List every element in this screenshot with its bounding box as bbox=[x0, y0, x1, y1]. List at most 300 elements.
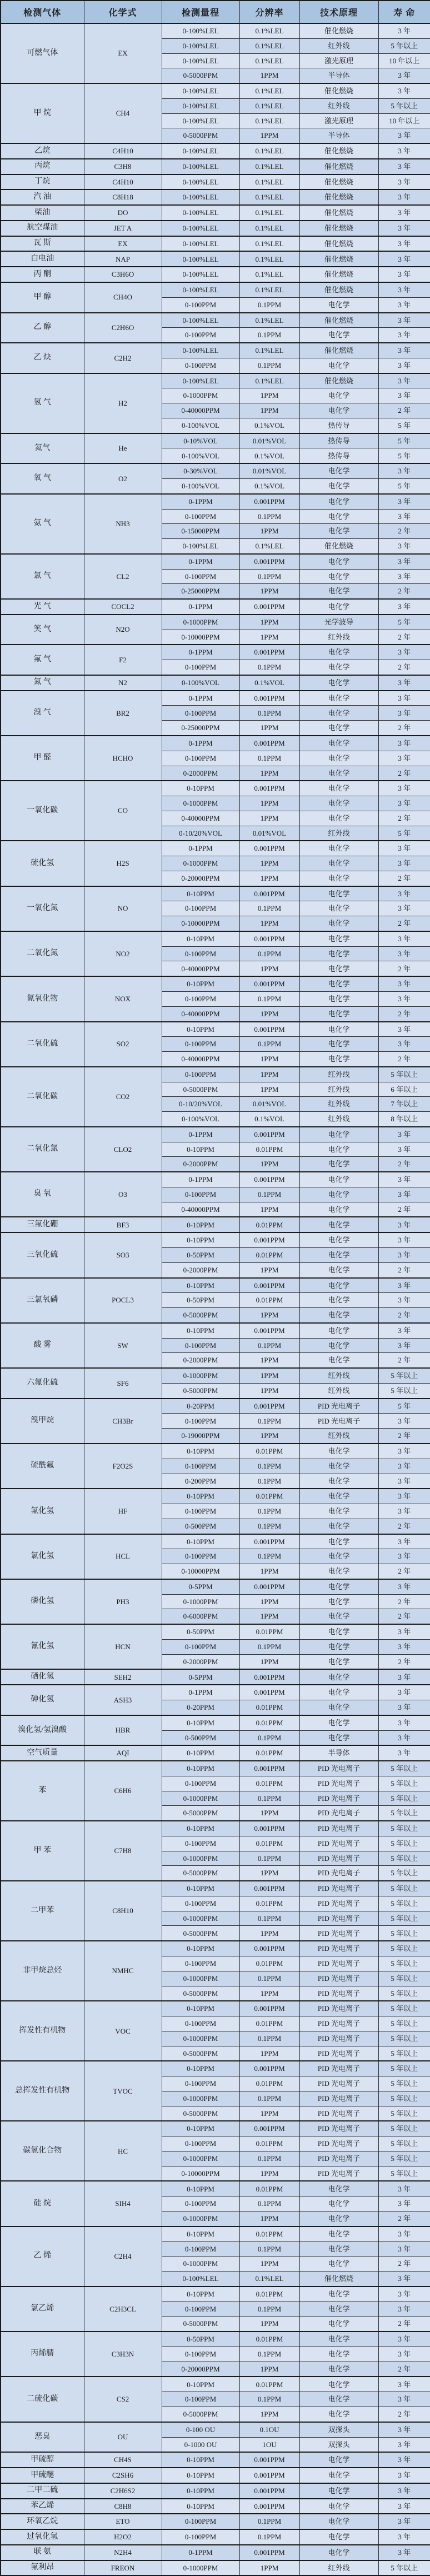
principle-cell: 电化学 bbox=[299, 2257, 378, 2272]
range-cell: 0-1000PPM bbox=[162, 388, 239, 403]
range-cell: 0-100%LEL bbox=[162, 282, 239, 297]
life-cell: 3 年 bbox=[378, 236, 430, 252]
range-cell: 0-100%LEL bbox=[162, 53, 239, 68]
table-row bbox=[1, 2121, 430, 2136]
principle-cell: 激光原理 bbox=[299, 113, 378, 128]
gas-cell: 瓦 斯 bbox=[1, 236, 84, 252]
principle-cell: 电化学 bbox=[299, 2392, 378, 2407]
formula-cell: C2H6O bbox=[84, 313, 162, 343]
gas-cell: 溴化氢/氢溴酸 bbox=[1, 1715, 84, 1746]
principle-cell: 电化学 bbox=[299, 494, 378, 509]
life-cell: 5 年以上 bbox=[378, 1368, 430, 1383]
range-cell: 0-100PPM bbox=[162, 2347, 239, 2362]
gas-cell: 氮氧化物 bbox=[1, 976, 84, 1021]
resolution-cell: 0.1PPM bbox=[239, 569, 299, 584]
table-row bbox=[1, 282, 430, 297]
resolution-cell: 0.001PPM bbox=[239, 1172, 299, 1187]
resolution-cell: 0.1PPM bbox=[239, 2302, 299, 2317]
life-cell: 3 年 bbox=[378, 736, 430, 751]
gas-cell: 硫化氢 bbox=[1, 841, 84, 886]
life-cell: 3 年 bbox=[378, 796, 430, 811]
resolution-cell: 0.1%LEL bbox=[239, 174, 299, 190]
principle-cell: 电化学 bbox=[299, 1248, 378, 1263]
life-cell: 3 年 bbox=[378, 856, 430, 871]
resolution-cell: 0.001PPM bbox=[239, 2468, 299, 2483]
principle-cell: 电化学 bbox=[299, 2529, 378, 2545]
principle-cell: 催化燃烧 bbox=[299, 174, 378, 190]
range-cell: 0-100PPM bbox=[162, 358, 239, 373]
resolution-cell: 0.01PPM bbox=[239, 2076, 299, 2091]
resolution-cell: 0.1PPM bbox=[239, 358, 299, 373]
resolution-cell: 0.1PPM bbox=[239, 2514, 299, 2529]
life-cell: 5 年以上 bbox=[378, 1911, 430, 1926]
gas-cell: 氦气 bbox=[1, 433, 84, 464]
life-cell: 2 年 bbox=[378, 2211, 430, 2226]
formula-cell: C8H8 bbox=[84, 2499, 162, 2514]
life-cell: 3 年 bbox=[378, 2499, 430, 2514]
principle-cell: 电化学 bbox=[299, 916, 378, 931]
principle-cell: 催化燃烧 bbox=[299, 236, 378, 252]
life-cell: 3 年 bbox=[378, 931, 430, 946]
range-cell: 0-100PPM bbox=[162, 2136, 239, 2151]
range-cell: 0-100%LEL bbox=[162, 313, 239, 328]
life-cell: 5 年以上 bbox=[378, 38, 430, 53]
resolution-cell: 0.001PPM bbox=[239, 1534, 299, 1549]
life-cell: 3 年 bbox=[378, 297, 430, 312]
life-cell: 3 年 bbox=[378, 189, 430, 205]
table-row bbox=[1, 2483, 430, 2499]
table-row bbox=[1, 931, 430, 946]
range-cell: 0-5000PPM bbox=[162, 1806, 239, 1821]
life-cell: 3 年 bbox=[378, 221, 430, 236]
life-cell: 5 年以上 bbox=[378, 1806, 430, 1821]
gas-cell: 三氯氧磷 bbox=[1, 1278, 84, 1323]
resolution-cell: 0.1PPM bbox=[239, 2347, 299, 2362]
resolution-cell: 0.001PPM bbox=[239, 1821, 299, 1836]
principle-cell: 电化学 bbox=[299, 1564, 378, 1579]
life-cell: 5 年以上 bbox=[378, 1881, 430, 1896]
life-cell: 2 年 bbox=[378, 2317, 430, 2332]
gas-cell: 甲硫醇 bbox=[1, 2452, 84, 2468]
life-cell: 3 年 bbox=[378, 373, 430, 388]
gas-cell: 可燃气体 bbox=[1, 23, 84, 83]
resolution-cell: 0.1PPM bbox=[239, 1459, 299, 1474]
table-row bbox=[1, 1127, 430, 1142]
principle-cell: 电化学 bbox=[299, 871, 378, 886]
principle-cell: 电化学 bbox=[299, 645, 378, 660]
life-cell: 3 年 bbox=[378, 2437, 430, 2452]
life-cell: 2 年 bbox=[378, 630, 430, 645]
resolution-cell: 1PPM bbox=[239, 128, 299, 143]
table-row bbox=[1, 976, 430, 991]
principle-cell: 电化学 bbox=[299, 1639, 378, 1654]
range-cell: 0-100 OU bbox=[162, 2422, 239, 2437]
principle-cell: PID 光电离子 bbox=[299, 2136, 378, 2151]
resolution-cell: 0.1PPM bbox=[239, 328, 299, 343]
range-cell: 0-40000PPM bbox=[162, 811, 239, 826]
resolution-cell: 0.001PPM bbox=[239, 976, 299, 991]
table-row bbox=[1, 841, 430, 856]
table-row bbox=[1, 373, 430, 388]
resolution-cell: 1PPM bbox=[239, 796, 299, 811]
range-cell: 0-5PPM bbox=[162, 1669, 239, 1685]
gas-cell: 一氧化碳 bbox=[1, 781, 84, 841]
life-cell: 2 年 bbox=[378, 1654, 430, 1669]
resolution-cell: 0.1PPM bbox=[239, 2031, 299, 2046]
gas-cell: 硒化氢 bbox=[1, 1669, 84, 1685]
range-cell: 0-10PPM bbox=[162, 1217, 239, 1232]
table-row bbox=[1, 313, 430, 328]
principle-cell: 电化学 bbox=[299, 721, 378, 736]
life-cell: 3 年 bbox=[378, 1293, 430, 1308]
life-cell: 3 年 bbox=[378, 1534, 430, 1549]
principle-cell: 电化学 bbox=[299, 1353, 378, 1368]
resolution-cell: 1PPM bbox=[239, 1926, 299, 1941]
principle-cell: 电化学 bbox=[299, 1323, 378, 1338]
range-cell: 0-100%LEL bbox=[162, 2272, 239, 2287]
table-row bbox=[1, 83, 430, 98]
gas-cell: 氯化氢 bbox=[1, 1534, 84, 1579]
life-cell: 2 年 bbox=[378, 1353, 430, 1368]
life-cell: 3 年 bbox=[378, 313, 430, 328]
formula-cell: POCL3 bbox=[84, 1278, 162, 1323]
range-cell: 0-10PPM bbox=[162, 1323, 239, 1338]
resolution-cell: 0.1PPM bbox=[239, 2392, 299, 2407]
principle-cell: 电化学 bbox=[299, 691, 378, 706]
principle-cell: 电化学 bbox=[299, 886, 378, 901]
range-cell: 0-100PPM bbox=[162, 1067, 239, 1082]
principle-cell: PID 光电离子 bbox=[299, 1776, 378, 1791]
gas-cell: 氟 气 bbox=[1, 645, 84, 675]
resolution-cell: 1PPM bbox=[239, 524, 299, 539]
principle-cell: 热传导 bbox=[299, 448, 378, 463]
resolution-cell: 0.001PPM bbox=[239, 841, 299, 856]
life-cell: 3 年 bbox=[378, 1700, 430, 1715]
range-cell: 0-50PPM bbox=[162, 2332, 239, 2347]
formula-cell: CO2 bbox=[84, 1067, 162, 1127]
gas-cell: 乙 醇 bbox=[1, 313, 84, 343]
resolution-cell: 0.001PPM bbox=[239, 736, 299, 751]
resolution-cell: 0.01PPM bbox=[239, 1142, 299, 1157]
range-cell: 0-100%LEL bbox=[162, 539, 239, 554]
resolution-cell: 0.01PPM bbox=[239, 1217, 299, 1232]
range-cell: 0-20000PPM bbox=[162, 2362, 239, 2377]
range-cell: 0-6000PPM bbox=[162, 1609, 239, 1624]
life-cell: 3 年 bbox=[378, 2483, 430, 2499]
life-cell: 2 年 bbox=[378, 2257, 430, 2272]
range-cell: 0-5000PPM bbox=[162, 1926, 239, 1941]
resolution-cell: 1OU bbox=[239, 2437, 299, 2452]
range-cell: 0-100PPM bbox=[162, 1896, 239, 1911]
range-cell: 0-10PPM bbox=[162, 2061, 239, 2076]
gas-cell: 联 氨 bbox=[1, 2545, 84, 2560]
life-cell: 3 年 bbox=[378, 751, 430, 766]
gas-cell: 汽 油 bbox=[1, 189, 84, 205]
life-cell: 3 年 bbox=[378, 901, 430, 916]
principle-cell: 电化学 bbox=[299, 1278, 378, 1293]
principle-cell: 电化学 bbox=[299, 781, 378, 796]
formula-cell: C6H6 bbox=[84, 1761, 162, 1821]
life-cell: 3 年 bbox=[378, 494, 430, 509]
formula-cell: C8H18 bbox=[84, 189, 162, 205]
resolution-cell: 0.1%LEL bbox=[239, 23, 299, 38]
resolution-cell: 0.1PPM bbox=[239, 901, 299, 916]
life-cell: 3 年 bbox=[378, 1745, 430, 1761]
resolution-cell: 1PPM bbox=[239, 1609, 299, 1624]
life-cell: 3 年 bbox=[378, 1549, 430, 1564]
life-cell: 3 年 bbox=[378, 2287, 430, 2302]
principle-cell: 电化学 bbox=[299, 328, 378, 343]
formula-cell: H2S bbox=[84, 841, 162, 886]
table-row bbox=[1, 143, 430, 159]
range-cell: 0-1PPM bbox=[162, 599, 239, 615]
principle-cell: 电化学 bbox=[299, 1022, 378, 1037]
formula-cell: VOC bbox=[84, 2001, 162, 2061]
formula-cell: CO bbox=[84, 781, 162, 841]
resolution-cell: 0.1PPM bbox=[239, 660, 299, 675]
range-cell: 0-5000PPM bbox=[162, 2317, 239, 2332]
resolution-cell: 1PPM bbox=[239, 766, 299, 781]
formula-cell: CS2 bbox=[84, 2377, 162, 2422]
range-cell: 0-100%VOL bbox=[162, 675, 239, 691]
principle-cell: 电化学 bbox=[299, 2302, 378, 2317]
gas-cell: 苯乙烯 bbox=[1, 2499, 84, 2514]
gas-cell: 空气质量 bbox=[1, 1745, 84, 1761]
principle-cell: 电化学 bbox=[299, 1669, 378, 1685]
principle-cell: 电化学 bbox=[299, 1142, 378, 1157]
principle-cell: PID 光电离子 bbox=[299, 1414, 378, 1429]
resolution-cell: 0.001PPM bbox=[239, 1399, 299, 1414]
table-row bbox=[1, 463, 430, 478]
principle-cell: PID 光电离子 bbox=[299, 2016, 378, 2031]
gas-cell: 丙 酮 bbox=[1, 267, 84, 282]
principle-cell: 红外线 bbox=[299, 38, 378, 53]
formula-cell: HCN bbox=[84, 1624, 162, 1669]
gas-cell: 氯 气 bbox=[1, 554, 84, 599]
life-cell: 5 年以上 bbox=[378, 98, 430, 113]
principle-cell: PID 光电离子 bbox=[299, 1956, 378, 1971]
resolution-cell: 0.01PPM bbox=[239, 1489, 299, 1504]
range-cell: 0-100PPM bbox=[162, 2529, 239, 2545]
life-cell: 5 年以上 bbox=[378, 2076, 430, 2091]
gas-cell: 光 气 bbox=[1, 599, 84, 615]
life-cell: 3 年 bbox=[378, 2468, 430, 2483]
range-cell: 0-100PPM bbox=[162, 1504, 239, 1519]
life-cell: 5 年以上 bbox=[378, 1866, 430, 1881]
gas-cell: 三氧化硫 bbox=[1, 1232, 84, 1277]
range-cell: 0-5PPM bbox=[162, 1579, 239, 1594]
table-row bbox=[1, 23, 430, 38]
table-row bbox=[1, 1685, 430, 1700]
life-cell: 3 年 bbox=[378, 1338, 430, 1353]
principle-cell: PID 光电离子 bbox=[299, 1791, 378, 1806]
formula-cell: He bbox=[84, 433, 162, 464]
range-cell: 0-1000PPM bbox=[162, 2560, 239, 2576]
table-row bbox=[1, 433, 430, 448]
resolution-cell: 0.1PPM bbox=[239, 1851, 299, 1866]
resolution-cell: 0.1PPM bbox=[239, 1971, 299, 1986]
life-cell: 3 年 bbox=[378, 282, 430, 297]
resolution-cell: 1PPM bbox=[239, 388, 299, 403]
formula-cell: C2H3CL bbox=[84, 2287, 162, 2332]
principle-cell: PID 光电离子 bbox=[299, 1896, 378, 1911]
resolution-cell: 1PPM bbox=[239, 1383, 299, 1398]
range-cell: 0-1PPM bbox=[162, 841, 239, 856]
life-cell: 5 年 bbox=[378, 826, 430, 841]
resolution-cell: 0.001PPM bbox=[239, 2121, 299, 2136]
principle-cell: 半导体 bbox=[299, 68, 378, 83]
formula-cell: H2O2 bbox=[84, 2529, 162, 2545]
principle-cell: 电化学 bbox=[299, 660, 378, 675]
gas-cell: 二氧化碳 bbox=[1, 1067, 84, 1127]
resolution-cell: 0.001PPM bbox=[239, 2452, 299, 2468]
gas-table-body bbox=[1, 23, 430, 2575]
life-cell: 3 年 bbox=[378, 1715, 430, 1730]
range-cell: 0-5000PPM bbox=[162, 2407, 239, 2422]
principle-cell: 电化学 bbox=[299, 1187, 378, 1202]
header-formula: 化学式 bbox=[84, 1, 162, 23]
principle-cell: 催化燃烧 bbox=[299, 2272, 378, 2287]
life-cell: 5 年 bbox=[378, 433, 430, 448]
gas-cell: 挥发性有机物 bbox=[1, 2001, 84, 2061]
range-cell: 0-20PPM bbox=[162, 1700, 239, 1715]
resolution-cell: 0.001PPM bbox=[239, 2483, 299, 2499]
resolution-cell: 0.001PPM bbox=[239, 1323, 299, 1338]
formula-cell: O2 bbox=[84, 463, 162, 494]
life-cell: 3 年 bbox=[378, 1504, 430, 1519]
principle-cell: 电化学 bbox=[299, 1459, 378, 1474]
formula-cell: F2O2S bbox=[84, 1444, 162, 1489]
life-cell: 3 年 bbox=[378, 388, 430, 403]
resolution-cell: 0.001PPM bbox=[239, 691, 299, 706]
formula-cell: SO3 bbox=[84, 1232, 162, 1277]
principle-cell: 电化学 bbox=[299, 358, 378, 373]
life-cell: 2 年 bbox=[378, 1308, 430, 1323]
range-cell: 0-100PPM bbox=[162, 901, 239, 916]
resolution-cell: 0.1%LEL bbox=[239, 53, 299, 68]
range-cell: 0-10000PPM bbox=[162, 630, 239, 645]
table-row bbox=[1, 1067, 430, 1082]
principle-cell: 红外线 bbox=[299, 1082, 378, 1097]
life-cell: 3 年 bbox=[378, 205, 430, 221]
formula-cell: HCHO bbox=[84, 736, 162, 781]
gas-cell: 氮 气 bbox=[1, 675, 84, 691]
table-row bbox=[1, 2226, 430, 2241]
table-row bbox=[1, 2452, 430, 2468]
life-cell: 3 年 bbox=[378, 128, 430, 143]
life-cell: 3 年 bbox=[378, 1217, 430, 1232]
formula-cell: CLO2 bbox=[84, 1127, 162, 1172]
range-cell: 0-40000PPM bbox=[162, 1052, 239, 1067]
life-cell: 3 年 bbox=[378, 1323, 430, 1338]
resolution-cell: 1PPM bbox=[239, 2560, 299, 2576]
gas-cell: 丙烯腈 bbox=[1, 2332, 84, 2377]
resolution-cell: 0.1PPM bbox=[239, 1037, 299, 1052]
life-cell: 3 年 bbox=[378, 992, 430, 1007]
resolution-cell: 0.1%LEL bbox=[239, 189, 299, 205]
table-row bbox=[1, 1579, 430, 1594]
table-row bbox=[1, 2499, 430, 2514]
life-cell: 5 年以上 bbox=[378, 1851, 430, 1866]
life-cell: 5 年以上 bbox=[378, 1383, 430, 1398]
resolution-cell: 0.001PPM bbox=[239, 2061, 299, 2076]
resolution-cell: 1PPM bbox=[239, 1262, 299, 1277]
resolution-cell: 0.01PPM bbox=[239, 2226, 299, 2241]
life-cell: 2 年 bbox=[378, 961, 430, 976]
life-cell: 10 年以上 bbox=[378, 113, 430, 128]
life-cell: 3 年 bbox=[378, 267, 430, 282]
range-cell: 0-1000PPM bbox=[162, 2031, 239, 2046]
principle-cell: PID 光电离子 bbox=[299, 2121, 378, 2136]
principle-cell: 热传导 bbox=[299, 433, 378, 448]
range-cell: 0-10PPM bbox=[162, 781, 239, 796]
gas-cell: 氢 气 bbox=[1, 373, 84, 433]
range-cell: 0-100%LEL bbox=[162, 373, 239, 388]
resolution-cell: 0.01PPM bbox=[239, 1715, 299, 1730]
table-row bbox=[1, 189, 430, 205]
gas-cell: 恶臭 bbox=[1, 2422, 84, 2453]
range-cell: 0-10PPM bbox=[162, 2468, 239, 2483]
life-cell: 5 年以上 bbox=[378, 1896, 430, 1911]
range-cell: 0-100PPM bbox=[162, 1549, 239, 1564]
life-cell: 5 年 bbox=[378, 478, 430, 493]
table-row bbox=[1, 2287, 430, 2302]
resolution-cell: 1PPM bbox=[239, 630, 299, 645]
range-cell: 0-100PPM bbox=[162, 1187, 239, 1202]
principle-cell: 电化学 bbox=[299, 766, 378, 781]
range-cell: 0-100PPM bbox=[162, 1338, 239, 1353]
principle-cell: 催化燃烧 bbox=[299, 282, 378, 297]
resolution-cell: 0.1PPM bbox=[239, 1549, 299, 1564]
resolution-cell: 0.1PPM bbox=[239, 1414, 299, 1429]
table-row bbox=[1, 1172, 430, 1187]
range-cell: 0-100%LEL bbox=[162, 343, 239, 358]
range-cell: 0-100PPM bbox=[162, 706, 239, 721]
life-cell: 3 年 bbox=[378, 1639, 430, 1654]
life-cell: 3 年 bbox=[378, 2181, 430, 2196]
header-life: 寿 命 bbox=[378, 1, 430, 23]
resolution-cell: 1PPM bbox=[239, 1866, 299, 1881]
principle-cell: 电化学 bbox=[299, 2181, 378, 2196]
resolution-cell: 0.1%LEL bbox=[239, 98, 299, 113]
resolution-cell: 0.1%LEL bbox=[239, 313, 299, 328]
resolution-cell: 1PPM bbox=[239, 2362, 299, 2377]
life-cell: 2 年 bbox=[378, 660, 430, 675]
range-cell: 0-100PPM bbox=[162, 569, 239, 584]
formula-cell: TVOC bbox=[84, 2061, 162, 2121]
formula-cell: C3H6O bbox=[84, 267, 162, 282]
table-row bbox=[1, 1624, 430, 1639]
table-row bbox=[1, 343, 430, 358]
principle-cell: 电化学 bbox=[299, 1052, 378, 1067]
life-cell: 3 年 bbox=[378, 706, 430, 721]
range-cell: 0-5000PPM bbox=[162, 1082, 239, 1097]
resolution-cell: 0.001PPM bbox=[239, 1127, 299, 1142]
table-row bbox=[1, 886, 430, 901]
resolution-cell: 1PPM bbox=[239, 2166, 299, 2181]
table-row bbox=[1, 267, 430, 282]
life-cell: 3 年 bbox=[378, 23, 430, 38]
resolution-cell: 1PPM bbox=[239, 1429, 299, 1444]
principle-cell: 电化学 bbox=[299, 901, 378, 916]
range-cell: 0-100%LEL bbox=[162, 83, 239, 98]
life-cell: 7 年以上 bbox=[378, 1097, 430, 1112]
resolution-cell: 0.1OU bbox=[239, 2422, 299, 2437]
principle-cell: 电化学 bbox=[299, 2347, 378, 2362]
resolution-cell: 0.1PPM bbox=[239, 1504, 299, 1519]
life-cell: 5 年以上 bbox=[378, 1067, 430, 1082]
table-row bbox=[1, 221, 430, 236]
